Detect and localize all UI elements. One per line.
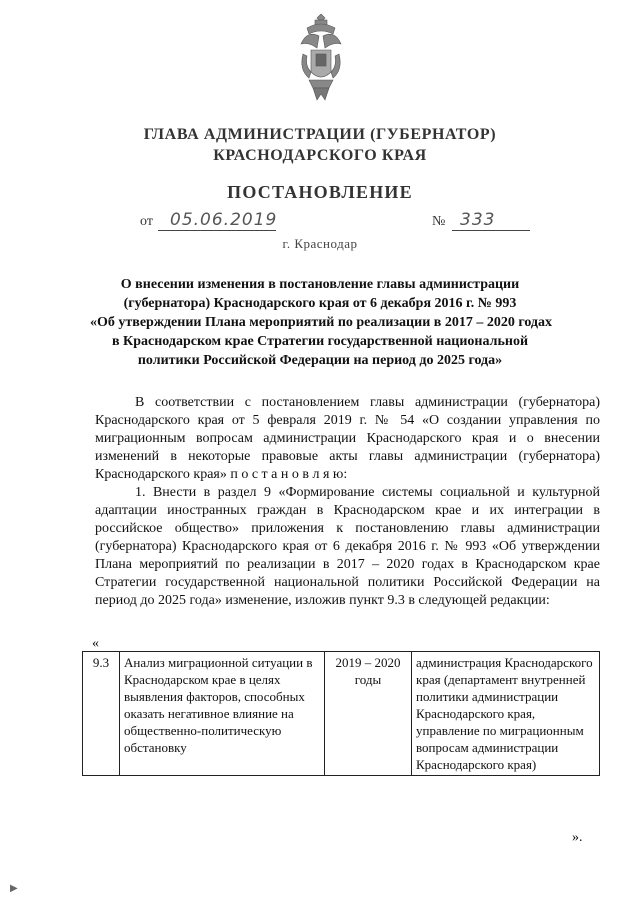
period-line: 2019 – 2020	[335, 655, 401, 670]
number-value: 333	[460, 210, 496, 230]
margin-mark: ▶	[10, 883, 18, 894]
quote-open: «	[92, 636, 99, 651]
revision-table	[82, 651, 600, 776]
cell-executor: администрация Краснодарского края (департамент внутренней политики администрации Краснодарского края, управление по миграционным вопросам администрации Краснодарского края)	[412, 652, 600, 776]
authority-line-2: КРАСНОДАРСКОГО КРАЯ	[213, 147, 427, 164]
date-label: от	[140, 214, 153, 229]
date-number-row	[0, 210, 640, 236]
date-value: 05.06.2019	[170, 210, 278, 230]
date-underline	[158, 230, 276, 231]
title-line: в Краснодарском крае Стратегии государственной национальной	[111, 334, 529, 349]
document-title	[90, 275, 553, 370]
quote-close: ».	[572, 830, 583, 845]
table-row	[83, 652, 600, 776]
document-body	[95, 394, 600, 610]
city: г. Краснодар	[282, 236, 358, 251]
document-type: ПОСТАНОВЛЕНИЕ	[227, 182, 413, 202]
title-line: «Об утверждении Плана мероприятий по реализации в 2017 – 2020 годах	[90, 315, 553, 330]
coat-of-arms-emblem	[297, 14, 345, 104]
cell-period	[325, 652, 412, 776]
number-underline	[452, 230, 530, 231]
title-line: О внесении изменения в постановление главы администрации	[120, 277, 520, 292]
period-line: годы	[354, 672, 382, 687]
title-line: (губернатора) Краснодарского края от 6 декабря 2016 г. № 993	[123, 296, 517, 311]
cell-activity: Анализ миграционной ситуации в Краснодарском крае в целях выявления факторов, способных оказать негативное влияние на общественно-политическую обстановку	[120, 652, 325, 776]
title-line: политики Российской Федерации на период до 2025 года»	[137, 353, 503, 368]
authority-line-1: ГЛАВА АДМИНИСТРАЦИИ (ГУБЕРНАТОР)	[143, 126, 497, 143]
cell-number: 9.3	[83, 652, 120, 776]
number-label: №	[432, 214, 446, 229]
body-paragraph-2: 1. Внести в раздел 9 «Формирование системы социальной и культурной адаптации иностранных граждан в Краснодарском крае и их интеграции в российское общество» приложения к постановлению главы администрации (губернатора) Краснодарского края от 6 декабря 2016 г. № 993 «Об утверждении Плана мероприятий по реализации в 2017 – 2020 годах в Краснодарском крае Стратегии государственной национальной политики Российской Федерации на период до 2025 года» изменение, изложив пункт 9.3 в следующей редакции:	[95, 485, 600, 608]
body-paragraph-1: В соответствии с постановлением главы администрации (губернатора) Краснодарского края от 5 февраля 2019 г. № 54 «О создании управления по миграционным вопросам администрации Краснодарского края и о внесении изменений в некоторые правовые акты главы администрации (губернатора) Краснодарского края» п о с т а н о в л я ю:	[95, 395, 600, 482]
